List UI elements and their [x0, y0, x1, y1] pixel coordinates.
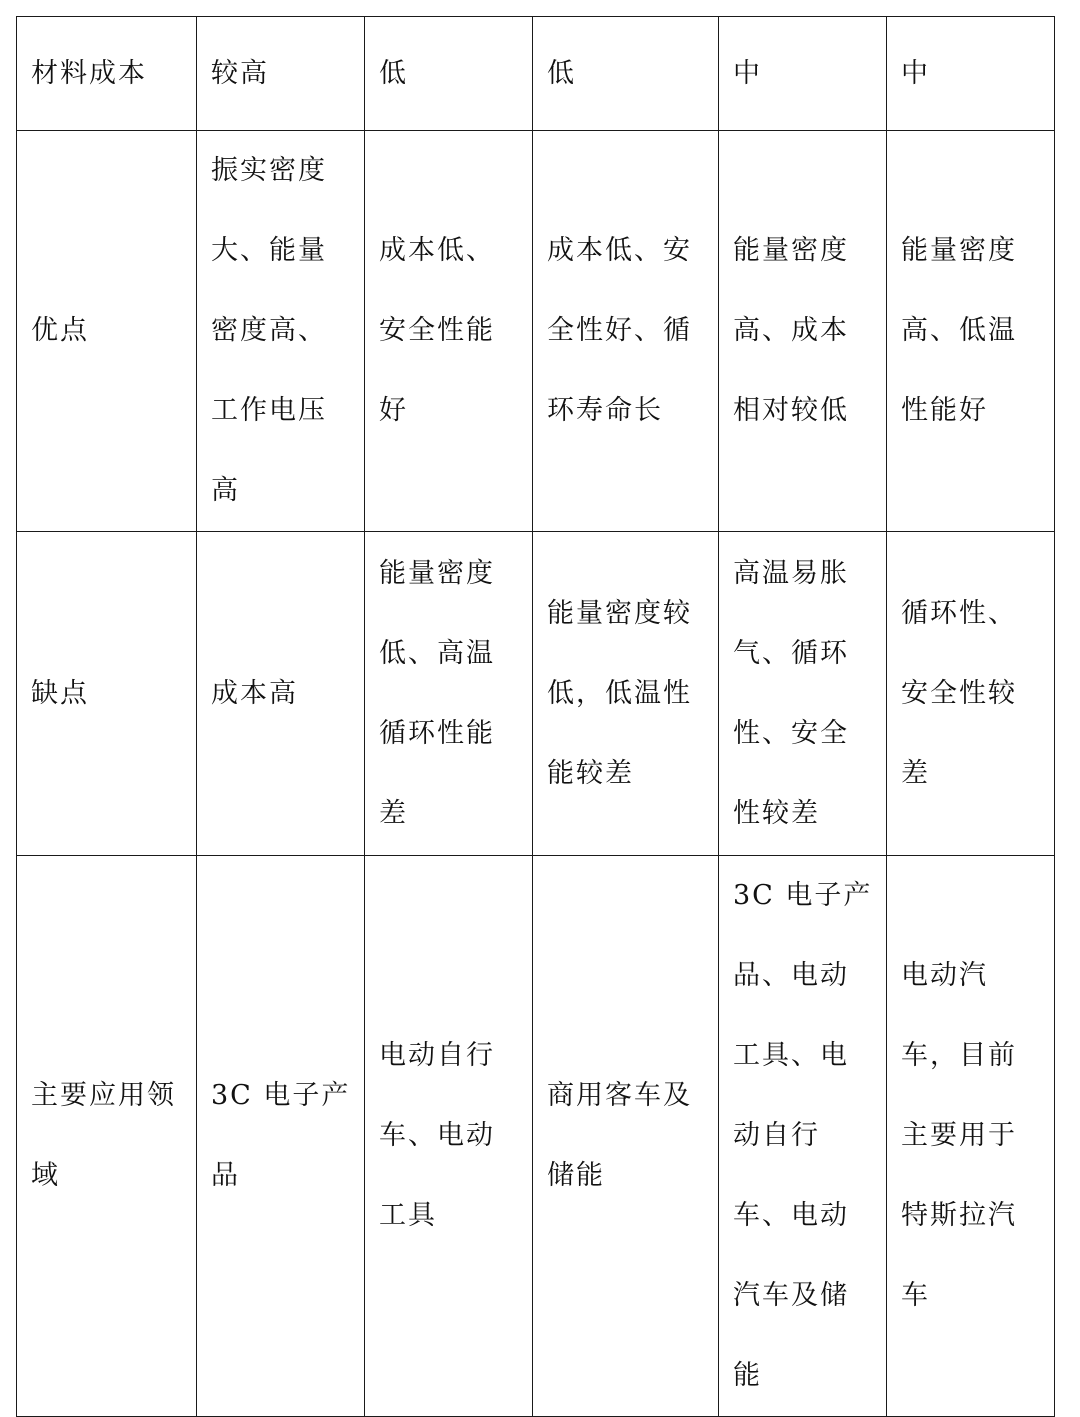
table-row-disadvantages [17, 532, 1055, 856]
comparison-table [16, 16, 1055, 1417]
table-cell: 3C 电子产品 [197, 856, 365, 1417]
table-cell: 3C 电子产品、电动工具、电动自行车、电动汽车及储能 [719, 856, 887, 1417]
table-cell: 能量密度高、低温性能好 [887, 131, 1055, 532]
table-cell: 电动汽车，目前主要用于特斯拉汽车 [887, 856, 1055, 1417]
table-cell: 较高 [197, 17, 365, 131]
row-label-disadvantages: 缺点 [17, 532, 197, 856]
table-cell: 能量密度较低，低温性能较差 [533, 532, 719, 856]
row-label-material-cost: 材料成本 [17, 17, 197, 131]
table-cell: 中 [719, 17, 887, 131]
table-cell: 能量密度低、高温循环性能差 [365, 532, 533, 856]
table-cell: 中 [887, 17, 1055, 131]
table-cell: 振实密度大、能量密度高、工作电压高 [197, 131, 365, 532]
table-row-material-cost [17, 17, 1055, 131]
table-cell: 商用客车及储能 [533, 856, 719, 1417]
row-label-advantages: 优点 [17, 131, 197, 532]
table-cell: 循环性、安全性较差 [887, 532, 1055, 856]
table-cell: 低 [533, 17, 719, 131]
table-cell: 成本高 [197, 532, 365, 856]
table-cell: 能量密度高、成本相对较低 [719, 131, 887, 532]
table-cell: 电动自行车、电动工具 [365, 856, 533, 1417]
table-cell: 成本低、安全性好、循环寿命长 [533, 131, 719, 532]
table-cell: 成本低、安全性能好 [365, 131, 533, 532]
table-row-applications [17, 856, 1055, 1417]
table-cell: 低 [365, 17, 533, 131]
table-cell: 高温易胀气、循环性、安全性较差 [719, 532, 887, 856]
table-row-advantages [17, 131, 1055, 532]
row-label-applications: 主要应用领域 [17, 856, 197, 1417]
